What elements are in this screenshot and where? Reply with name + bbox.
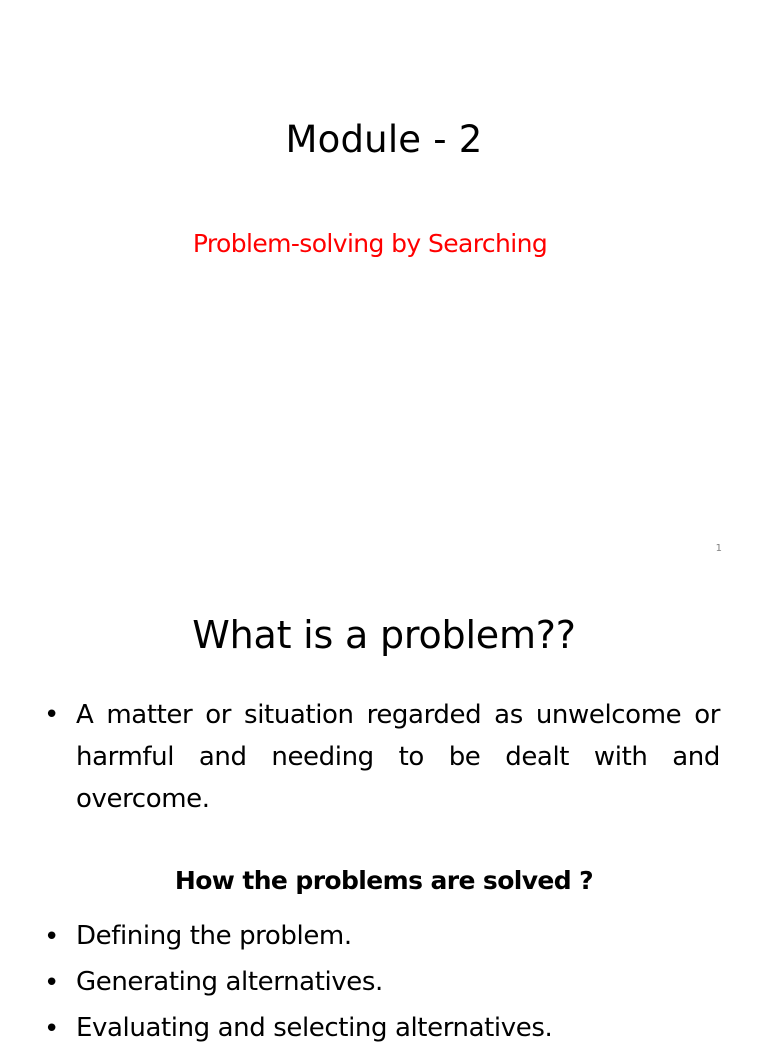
page-number: 1 [715,543,722,554]
slide-2 [0,576,768,1044]
section-heading: How the problems are solved ? [174,866,594,895]
slide-title: What is a problem?? [192,613,576,657]
slide-subtitle: Problem-solving by Searching [192,229,548,258]
steps-list [44,916,720,1054]
definition-text: A matter or situation regarded as unwelcome or harmful and needing to be dealt with and overcome. [76,700,720,814]
list-item-text: Defining the problem. [76,921,352,951]
list-item [44,962,720,1008]
list-item-text: Generating alternatives. [76,967,383,997]
list-item [44,916,720,962]
slide-title: Module - 2 [285,118,483,161]
list-item-text: Evaluating and selecting alternatives. [76,1013,553,1043]
definition-bullet [44,694,720,820]
bullet-icon: • [44,1014,59,1044]
bullet-icon: • [44,968,59,998]
bullet-icon: • [44,700,59,730]
bullet-icon: • [44,922,59,952]
list-item [44,1008,720,1054]
